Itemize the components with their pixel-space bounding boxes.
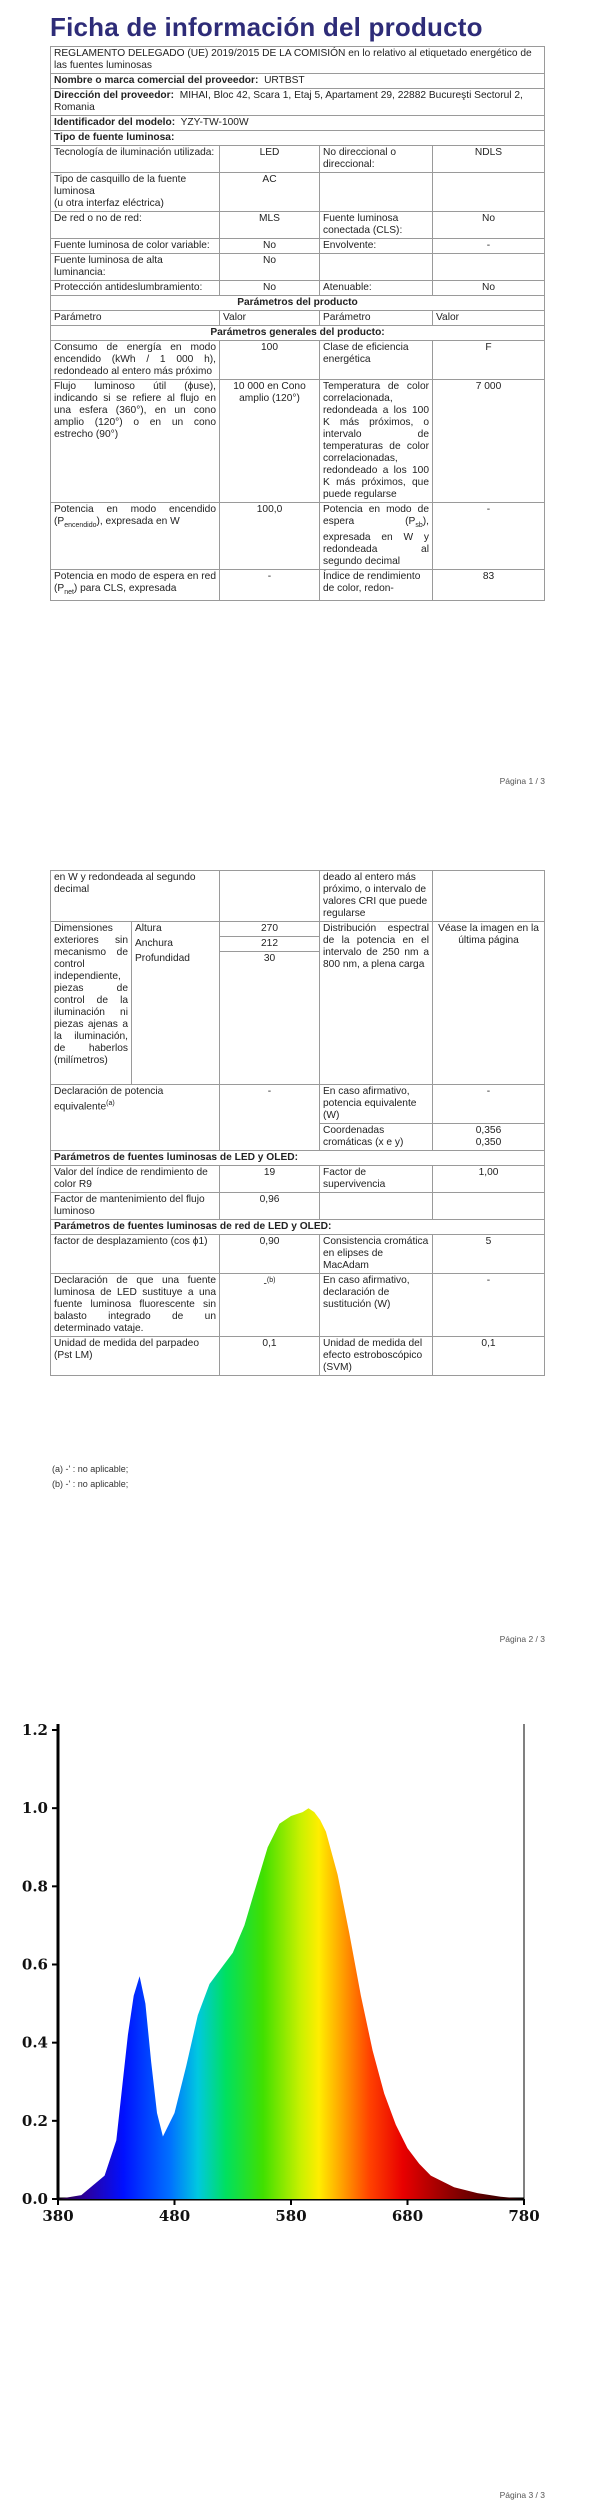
source-type-header: Tipo de fuente luminosa: bbox=[51, 131, 545, 146]
luminous-flux-value: 10 000 en Cono amplio (120°) bbox=[220, 380, 320, 503]
y-tick-label: 0.8 bbox=[21, 1877, 48, 1896]
height-label: Altura bbox=[132, 922, 220, 937]
product-info-table-continued bbox=[50, 870, 545, 1376]
cri-label: Índice de rendimiento de color, redon- bbox=[320, 570, 433, 601]
envelope-label: Envolvente: bbox=[320, 239, 433, 254]
height-value: 270 bbox=[220, 922, 320, 937]
energy-consumption-value: 100 bbox=[220, 341, 320, 380]
survival-factor-label: Factor de supervivencia bbox=[320, 1165, 433, 1192]
page-number: Página 3 / 3 bbox=[499, 2490, 545, 2500]
on-mode-power-label: Potencia en modo encendido $(P_{encendido})$, expresada en W bbox=[51, 503, 220, 570]
spectral-distribution-chart bbox=[0, 1700, 591, 2260]
cri-value: 83 bbox=[433, 570, 545, 601]
col-param-2: Parámetro bbox=[320, 311, 433, 326]
chromaticity-label: Coordenadas cromáticas (x e y) bbox=[320, 1123, 433, 1150]
color-consistency-label: Consistencia cromática en elipses de MacAdam bbox=[320, 1234, 433, 1273]
x-tick-label: 780 bbox=[508, 2207, 540, 2225]
supplier-name-row bbox=[51, 74, 545, 89]
fluorescent-replacement-yes-value: - bbox=[433, 1273, 545, 1336]
standby-power-value: - bbox=[433, 503, 545, 570]
model-label: Identificador del modelo: bbox=[54, 117, 176, 128]
chart-plot-area bbox=[58, 1808, 524, 2199]
lumen-maintenance-label: Factor de mantenimiento del flujo luminoso bbox=[51, 1192, 220, 1219]
supplier-address-label: Dirección del proveedor: bbox=[54, 90, 175, 101]
general-params-header: Parámetros generales del producto: bbox=[51, 326, 545, 341]
empty-cell bbox=[433, 173, 545, 212]
spectrum-area bbox=[58, 1808, 524, 2199]
on-mode-power-value: 100,0 bbox=[220, 503, 320, 570]
y-tick-label: 0.4 bbox=[21, 2033, 48, 2052]
page-1 bbox=[0, 0, 591, 800]
cct-value: 7 000 bbox=[433, 380, 545, 503]
mains-label: De red o no de red: bbox=[51, 212, 220, 239]
supplier-address-row bbox=[51, 89, 545, 116]
directional-value: NDLS bbox=[433, 146, 545, 173]
empty-cell bbox=[433, 871, 545, 922]
y-tick-label: 0.2 bbox=[21, 2111, 48, 2130]
directional-label: No direccional o direccional: bbox=[320, 146, 433, 173]
cls-value: No bbox=[433, 212, 545, 239]
model-row bbox=[51, 116, 545, 131]
y-tick-label: 1.0 bbox=[21, 1799, 48, 1818]
equivalent-power-label: Declaración de potencia equivalente$^{(a)}$ bbox=[51, 1084, 220, 1150]
cls-label: Fuente luminosa conectada (CLS): bbox=[320, 212, 433, 239]
empty-cell bbox=[433, 1192, 545, 1219]
supplier-name-value: URTBST bbox=[264, 75, 305, 86]
empty-cell bbox=[320, 173, 433, 212]
luminous-flux-label: Flujo luminoso útil (ϕuse), indicando si se refiere al flujo en una esfera (360°), en un cono amplio (120°) o en un cono estrecho (90°) bbox=[51, 380, 220, 503]
efficiency-class-value: F bbox=[433, 341, 545, 380]
col-value-2: Valor bbox=[433, 311, 545, 326]
r9-label: Valor del índice de rendimiento de color R9 bbox=[51, 1165, 220, 1192]
regulation-text: REGLAMENTO DELEGADO (UE) 2019/2015 DE LA COMISIÓN en lo relativo al etiquetado energético de las fuentes luminosas bbox=[51, 47, 545, 74]
width-value: 212 bbox=[220, 937, 320, 952]
y-tick-label: 0.6 bbox=[21, 1955, 48, 1974]
empty-cell bbox=[320, 1192, 433, 1219]
empty-cell bbox=[220, 871, 320, 922]
cct-label: Temperatura de color correlacionada, redondeada a los 100 K más próximos, o intervalo de temperaturas de color correlacionadas, redondeado a los 100 K más próximos, que puede regularse bbox=[320, 380, 433, 503]
footnote-a: (a) -' : no aplicable; bbox=[52, 1464, 129, 1474]
tech-value: LED bbox=[220, 146, 320, 173]
empty-cell bbox=[320, 254, 433, 281]
depth-label: Profundidad bbox=[132, 952, 220, 1085]
equivalent-power-value: - bbox=[220, 1084, 320, 1150]
color-consistency-value: 5 bbox=[433, 1234, 545, 1273]
footnote-b: (b) -' : no aplicable; bbox=[52, 1479, 129, 1489]
model-value: YZY-TW-100W bbox=[180, 117, 249, 128]
energy-consumption-label: Consumo de energía en modo encendido (kWh / 1 000 h), redondeado al entero más próximo bbox=[51, 341, 220, 380]
networked-standby-label: Potencia en modo de espera en red $(P_{net})$ para CLS, expresada bbox=[51, 570, 220, 601]
cri-label-cont: deado al entero más próximo, o intervalo de valores CRI que puede regularse bbox=[320, 871, 433, 922]
x-tick-label: 680 bbox=[391, 2207, 424, 2225]
product-info-table bbox=[50, 46, 545, 601]
color-tunable-label: Fuente luminosa de color variable: bbox=[51, 239, 220, 254]
standby-power-label: Potencia en modo de espera $(P_{sb})$, expresada en W y redondeada al segundo decimal bbox=[320, 503, 433, 570]
page-number: Página 2 / 3 bbox=[499, 1634, 545, 1644]
flicker-metric-value: 0,1 bbox=[220, 1336, 320, 1375]
col-param-1: Parámetro bbox=[51, 311, 220, 326]
page-number: Página 1 / 3 bbox=[499, 776, 545, 786]
networked-standby-label-cont: en W y redondeada al segundo decimal bbox=[51, 871, 220, 922]
cap-type-value: AC bbox=[220, 173, 320, 212]
survival-factor-value: 1,00 bbox=[433, 1165, 545, 1192]
flicker-metric-label: Unidad de medida del parpadeo (Pst LM) bbox=[51, 1336, 220, 1375]
x-tick-label: 580 bbox=[275, 2207, 307, 2225]
supplier-address-value: MIHAI, Bloc 42, Scara 1, Etaj 5, Apartament 29, 22882 Bucureşti Sectorul 2, Romania bbox=[54, 90, 523, 113]
spectral-distribution-value: Véase la imagen en la última página bbox=[433, 922, 545, 1085]
fluorescent-replacement-label: Declaración de que una fuente luminosa de LED sustituye a una fuente luminosa fluorescente sin balasto integrado de un determinado vataje. bbox=[51, 1273, 220, 1336]
page-3 bbox=[0, 1700, 591, 2510]
mains-led-params-header: Parámetros de fuentes luminosas de red de LED y OLED: bbox=[51, 1219, 545, 1234]
displacement-factor-label: factor de desplazamiento (cos ϕ1) bbox=[51, 1234, 220, 1273]
x-tick-label: 480 bbox=[158, 2207, 191, 2225]
page-title: Ficha de información del producto bbox=[50, 12, 483, 42]
y-tick-label: 1.2 bbox=[21, 1721, 48, 1739]
fluorescent-replacement-yes-label: En caso afirmativo, declaración de sustitución (W) bbox=[320, 1273, 433, 1336]
product-params-header: Parámetros del producto bbox=[51, 296, 545, 311]
page-2 bbox=[0, 848, 591, 1648]
x-tick-label: 380 bbox=[42, 2207, 74, 2225]
tech-label: Tecnología de iluminación utilizada: bbox=[51, 146, 220, 173]
y-tick-label: 0.0 bbox=[21, 2190, 48, 2208]
anti-glare-value: No bbox=[220, 281, 320, 296]
envelope-value: - bbox=[433, 239, 545, 254]
networked-standby-value: - bbox=[220, 570, 320, 601]
depth-value: 30 bbox=[220, 952, 320, 1085]
r9-value: 19 bbox=[220, 1165, 320, 1192]
width-label: Anchura bbox=[132, 937, 220, 952]
cap-type-label: Tipo de casquillo de la fuente luminosa (u otra interfaz eléctrica) bbox=[51, 173, 220, 212]
high-luminance-value: No bbox=[220, 254, 320, 281]
efficiency-class-label: Clase de eficiencia energética bbox=[320, 341, 433, 380]
led-params-header: Parámetros de fuentes luminosas de LED y OLED: bbox=[51, 1150, 545, 1165]
dimmable-value: No bbox=[433, 281, 545, 296]
stroboscopic-metric-label: Unidad de medida del efecto estroboscópico (SVM) bbox=[320, 1336, 433, 1375]
chromaticity-value: 0,356 0,350 bbox=[433, 1123, 545, 1150]
equivalent-power-yes-value: - bbox=[433, 1084, 545, 1123]
dimmable-label: Atenuable: bbox=[320, 281, 433, 296]
high-luminance-label: Fuente luminosa de alta luminancia: bbox=[51, 254, 220, 281]
lumen-maintenance-value: 0,96 bbox=[220, 1192, 320, 1219]
fluorescent-replacement-value: -$^{(b)}$ bbox=[220, 1273, 320, 1336]
supplier-name-label: Nombre o marca comercial del proveedor: bbox=[54, 75, 259, 86]
empty-cell bbox=[433, 254, 545, 281]
dimensions-label: Dimensiones exteriores sin mecanismo de control independiente, piezas de control de la iluminación ni piezas ajenas a la iluminación, de haberlos (milímetros) bbox=[51, 922, 132, 1085]
spectral-distribution-label: Distribución espectral de la potencia en el intervalo de 250 nm a 800 nm, a plena carga bbox=[320, 922, 433, 1085]
displacement-factor-value: 0,90 bbox=[220, 1234, 320, 1273]
stroboscopic-metric-value: 0,1 bbox=[433, 1336, 545, 1375]
col-value-1: Valor bbox=[220, 311, 320, 326]
mains-value: MLS bbox=[220, 212, 320, 239]
equivalent-power-yes-label: En caso afirmativo, potencia equivalente (W) bbox=[320, 1084, 433, 1123]
anti-glare-label: Protección antideslumbramiento: bbox=[51, 281, 220, 296]
color-tunable-value: No bbox=[220, 239, 320, 254]
